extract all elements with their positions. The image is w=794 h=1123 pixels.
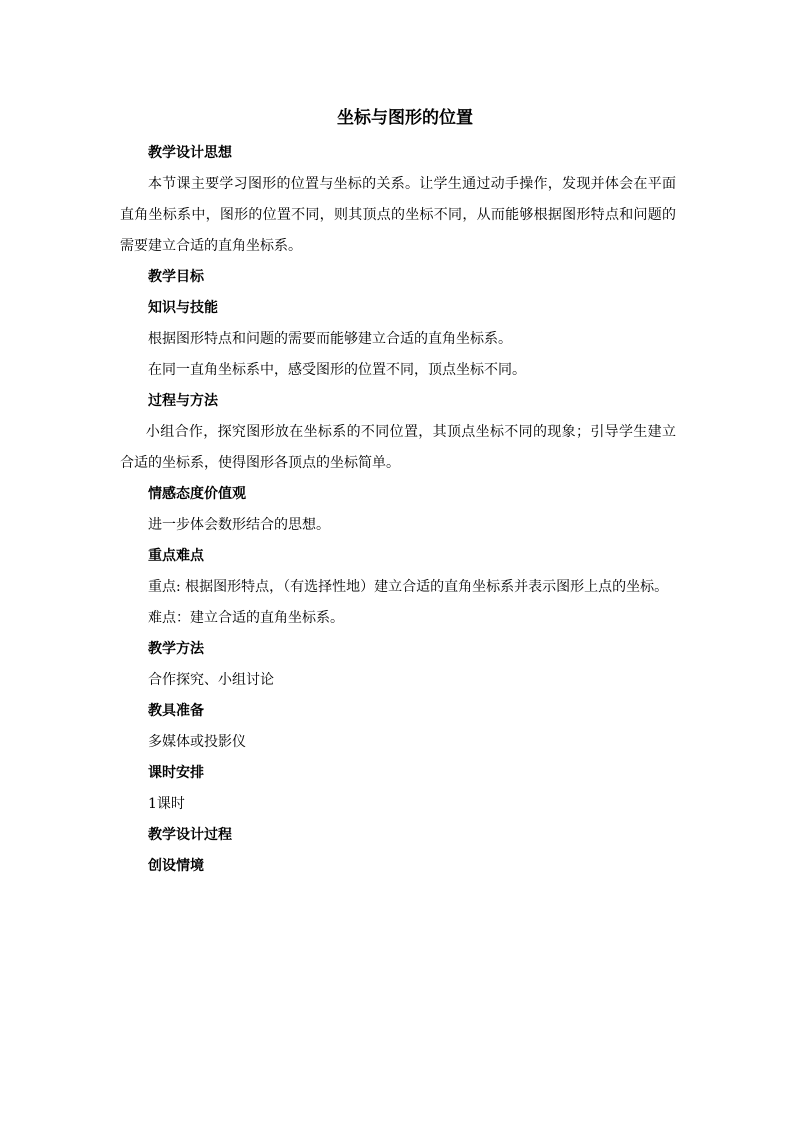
paragraph-design-idea: 本节课主要学习图形的位置与坐标的关系。让学生通过动手操作，发现并体会在平面直角坐标系中，图形的位置不同，则其顶点的坐标不同，从而能够根据图形特点和问题的需要建立合适的直角坐标系。: [120, 176, 676, 254]
section-heading-create-situation: 创设情境: [148, 858, 204, 874]
section-heading-schedule: 课时安排: [148, 765, 204, 781]
paragraph-process-method: 小组合作，探究图形放在坐标系的不同位置，其顶点坐标不同的现象；引导学生建立合适的坐标系，使得图形各顶点的坐标简单。: [120, 424, 676, 471]
paragraph-difficult-point: 难点：建立合适的直角坐标系。: [148, 610, 344, 626]
paragraph-teaching-method: 合作探究、小组讨论: [148, 672, 274, 688]
paragraph-knowledge-skills-1: 根据图形特点和问题的需要而能够建立合适的直角坐标系。: [148, 331, 512, 347]
document-content: [120, 104, 676, 882]
section-heading-design-process: 教学设计过程: [148, 827, 232, 843]
section-heading-knowledge-skills: 知识与技能: [148, 300, 218, 316]
section-heading-teaching-aids: 教具准备: [148, 703, 204, 719]
section-heading-key-points: 重点难点: [148, 548, 204, 564]
paragraph-schedule: 1课时: [148, 796, 185, 812]
section-heading-attitude-values: 情感态度价值观: [148, 486, 246, 502]
paragraph-key-point: 重点: 根据图形特点，（有选择性地）建立合适的直角坐标系并表示图形上点的坐标。: [148, 579, 669, 595]
paragraph-attitude-values: 进一步体会数形结合的思想。: [148, 517, 330, 533]
section-heading-teaching-goals: 教学目标: [148, 269, 204, 285]
paragraph-teaching-aids: 多媒体或投影仪: [148, 734, 246, 750]
paragraph-knowledge-skills-2: 在同一直角坐标系中，感受图形的位置不同，顶点坐标不同。: [148, 362, 526, 378]
document-title: 坐标与图形的位置: [337, 108, 473, 128]
section-heading-process-method: 过程与方法: [148, 393, 218, 409]
section-heading-teaching-method: 教学方法: [148, 641, 204, 657]
section-heading-design-idea: 教学设计思想: [148, 145, 232, 161]
